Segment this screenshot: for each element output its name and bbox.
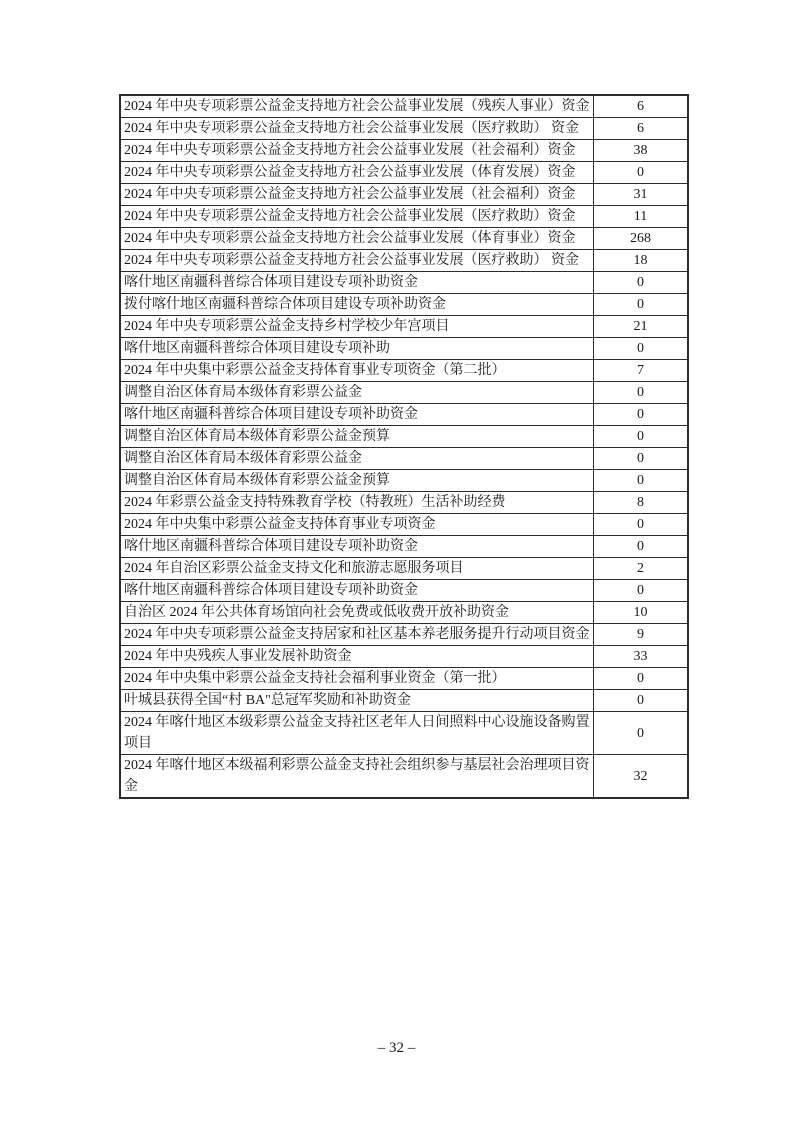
item-amount: 31	[594, 184, 689, 206]
table-row	[120, 360, 688, 382]
table-row	[120, 338, 688, 360]
item-amount: 0	[594, 448, 689, 470]
item-label: 2024 年中央专项彩票公益金支持地方社会公益事业发展（体育事业）资金	[120, 228, 594, 250]
item-amount: 0	[594, 382, 689, 404]
item-label: 2024 年中央专项彩票公益金支持居家和社区基本养老服务提升行动项目资金	[120, 624, 594, 646]
item-label: 2024 年中央集中彩票公益金支持社会福利事业资金（第一批）	[120, 668, 594, 690]
item-label: 2024 年中央集中彩票公益金支持体育事业专项资金（第二批）	[120, 360, 594, 382]
item-label: 叶城县获得全国“村 BA"总冠军奖励和补助资金	[120, 690, 594, 712]
item-amount: 0	[594, 470, 689, 492]
item-label: 调整自治区体育局本级体育彩票公益金	[120, 448, 594, 470]
table-row	[120, 690, 688, 712]
item-amount: 0	[594, 294, 689, 316]
table-row	[120, 712, 688, 755]
item-label: 2024 年中央专项彩票公益金支持地方社会公益事业发展（医疗救助） 资金	[120, 118, 594, 140]
item-label: 调整自治区体育局本级体育彩票公益金预算	[120, 426, 594, 448]
item-amount: 0	[594, 668, 689, 690]
table-row	[120, 492, 688, 514]
item-amount: 0	[594, 272, 689, 294]
item-amount: 2	[594, 558, 689, 580]
table-row	[120, 294, 688, 316]
item-label: 2024 年喀什地区本级福利彩票公益金支持社会组织参与基层社会治理项目资金	[120, 755, 594, 799]
item-label: 调整自治区体育局本级体育彩票公益金预算	[120, 470, 594, 492]
item-label: 2024 年中央专项彩票公益金支持地方社会公益事业发展（社会福利）资金	[120, 184, 594, 206]
item-label: 喀什地区南疆科普综合体项目建设专项补助资金	[120, 536, 594, 558]
item-label: 2024 年中央专项彩票公益金支持地方社会公益事业发展（医疗救助）资金	[120, 206, 594, 228]
item-label: 喀什地区南疆科普综合体项目建设专项补助	[120, 338, 594, 360]
table-row	[120, 140, 688, 162]
item-label: 调整自治区体育局本级体育彩票公益金	[120, 382, 594, 404]
table-row	[120, 162, 688, 184]
table-row	[120, 118, 688, 140]
table-row	[120, 95, 688, 118]
item-amount: 11	[594, 206, 689, 228]
table-row	[120, 558, 688, 580]
table-row	[120, 536, 688, 558]
item-amount: 0	[594, 162, 689, 184]
budget-table-body	[120, 95, 688, 798]
item-label: 2024 年彩票公益金支持特殊教育学校（特教班）生活补助经费	[120, 492, 594, 514]
table-row	[120, 755, 688, 799]
table-row	[120, 668, 688, 690]
item-amount: 10	[594, 602, 689, 624]
item-amount: 7	[594, 360, 689, 382]
item-amount: 0	[594, 712, 689, 755]
table-row	[120, 316, 688, 338]
item-amount: 0	[594, 580, 689, 602]
item-amount: 6	[594, 95, 689, 118]
item-label: 喀什地区南疆科普综合体项目建设专项补助资金	[120, 272, 594, 294]
item-label: 2024 年中央专项彩票公益金支持地方社会公益事业发展（医疗救助） 资金	[120, 250, 594, 272]
table-row	[120, 448, 688, 470]
table-row	[120, 382, 688, 404]
table-row	[120, 624, 688, 646]
item-amount: 0	[594, 404, 689, 426]
page-number: – 32 –	[377, 1040, 416, 1056]
table-row	[120, 206, 688, 228]
table-row	[120, 646, 688, 668]
item-label: 2024 年自治区彩票公益金支持文化和旅游志愿服务项目	[120, 558, 594, 580]
table-row	[120, 470, 688, 492]
item-amount: 32	[594, 755, 689, 799]
item-label: 2024 年中央残疾人事业发展补助资金	[120, 646, 594, 668]
item-label: 2024 年中央集中彩票公益金支持体育事业专项资金	[120, 514, 594, 536]
item-amount: 38	[594, 140, 689, 162]
table-row	[120, 580, 688, 602]
item-amount: 268	[594, 228, 689, 250]
item-label: 2024 年中央专项彩票公益金支持地方社会公益事业发展（体育发展）资金	[120, 162, 594, 184]
item-amount: 33	[594, 646, 689, 668]
table-row	[120, 426, 688, 448]
table-row	[120, 272, 688, 294]
item-label: 2024 年中央专项彩票公益金支持乡村学校少年宫项目	[120, 316, 594, 338]
item-label: 2024 年中央专项彩票公益金支持地方社会公益事业发展（社会福利）资金	[120, 140, 594, 162]
item-amount: 18	[594, 250, 689, 272]
table-row	[120, 514, 688, 536]
item-amount: 0	[594, 338, 689, 360]
item-amount: 8	[594, 492, 689, 514]
table-row	[120, 602, 688, 624]
item-amount: 0	[594, 536, 689, 558]
table-row	[120, 184, 688, 206]
table-row	[120, 404, 688, 426]
item-amount: 9	[594, 624, 689, 646]
item-amount: 6	[594, 118, 689, 140]
table-row	[120, 250, 688, 272]
item-label: 喀什地区南疆科普综合体项目建设专项补助资金	[120, 580, 594, 602]
item-amount: 0	[594, 426, 689, 448]
item-label: 喀什地区南疆科普综合体项目建设专项补助资金	[120, 404, 594, 426]
item-label: 2024 年中央专项彩票公益金支持地方社会公益事业发展（残疾人事业）资金	[120, 95, 594, 118]
item-amount: 0	[594, 690, 689, 712]
table-row	[120, 228, 688, 250]
item-label: 2024 年喀什地区本级彩票公益金支持社区老年人日间照料中心设施设备购置项目	[120, 712, 594, 755]
item-amount: 21	[594, 316, 689, 338]
item-amount: 0	[594, 514, 689, 536]
budget-table	[119, 94, 689, 799]
item-label: 自治区 2024 年公共体育场馆向社会免费或低收费开放补助资金	[120, 602, 594, 624]
item-label: 拨付喀什地区南疆科普综合体项目建设专项补助资金	[120, 294, 594, 316]
